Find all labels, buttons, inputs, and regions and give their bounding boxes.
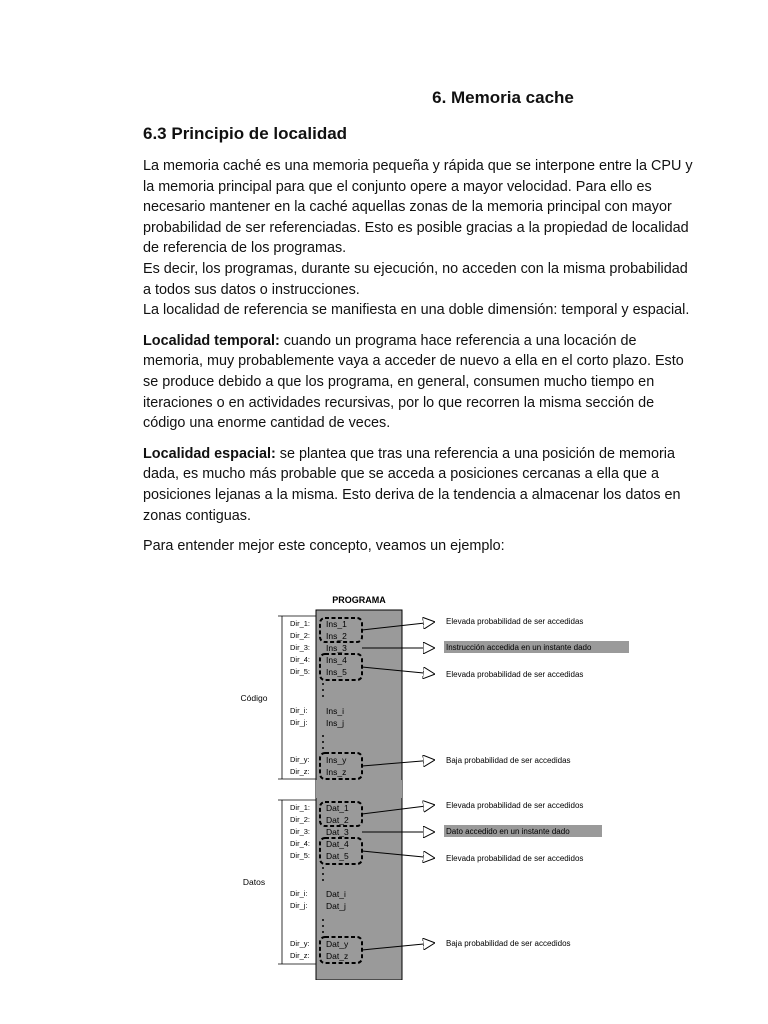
memory-cell: Ins_2	[326, 631, 347, 641]
chapter-title: 6. Memoria cache	[432, 88, 574, 107]
codigo-addresses	[290, 619, 310, 776]
callout-text: Elevada probabilidad de ser accedidas	[446, 670, 584, 679]
ellipsis-dot	[322, 873, 324, 875]
datos-label: Datos	[242, 877, 266, 887]
address-label: Dir_3:	[290, 827, 311, 836]
espacial-line: dada, es mucho más probable que se acceda a posiciones cercanas a ella que a	[143, 466, 659, 483]
address-label: Dir_4:	[290, 839, 311, 848]
memory-cell: Ins_j	[326, 718, 344, 728]
address-label: Dir_j:	[290, 718, 308, 727]
ellipsis-dot	[322, 735, 324, 737]
callout-text: Dato accedido en un instante dado	[446, 827, 570, 836]
address-label: Dir_z:	[290, 767, 310, 776]
espacial-line	[143, 444, 723, 465]
address-label: Dir_y:	[290, 755, 310, 764]
espacial-paragraph	[143, 444, 723, 526]
memory-cell: Dat_z	[326, 951, 349, 961]
document-page	[143, 88, 723, 567]
section-gap	[316, 780, 402, 798]
datos-callouts	[446, 801, 583, 948]
address-label: Dir_i:	[290, 706, 308, 715]
memory-cell: Ins_5	[326, 667, 347, 677]
temporal-line: memoria, muy probablemente vaya a acceder de nuevo a ella en el corto plazo. Esto	[143, 353, 684, 370]
example-intro: Para entender mejor este concepto, veamos un ejemplo:	[143, 538, 505, 555]
intro-line: a todos sus datos o instrucciones.	[143, 281, 360, 298]
intro-paragraph	[143, 156, 723, 321]
callout-text: Elevada probabilidad de ser accedidas	[446, 617, 584, 626]
intro-line: de referencia de los programas.	[143, 240, 347, 257]
ellipsis-dot	[322, 689, 324, 691]
memory-cell: Dat_y	[326, 939, 349, 949]
address-label: Dir_3:	[290, 643, 311, 652]
ellipsis-dot	[322, 683, 324, 685]
espacial-text: se plantea que tras una referencia a una posición de memoria	[275, 445, 675, 462]
intro-line: necesario mantener en la caché aquellas zonas de la memoria principal con mayor	[143, 199, 672, 216]
memory-cell: Ins_z	[326, 767, 347, 777]
memory-cell: Ins_i	[326, 706, 344, 716]
memory-cell: Dat_2	[326, 815, 349, 825]
memory-cell: Ins_y	[326, 755, 347, 765]
temporal-line: se produce debido a que los programa, en general, consumen mucho tiempo en	[143, 373, 655, 390]
espacial-line: zonas contiguas.	[143, 507, 252, 524]
callout-text: Elevada probabilidad de ser accedidos	[446, 854, 584, 863]
ellipsis-dot	[322, 925, 324, 927]
address-label: Dir_y:	[290, 939, 310, 948]
memory-cell: Dat_5	[326, 851, 349, 861]
callout-text: Elevada probabilidad de ser accedidos	[446, 801, 584, 810]
temporal-paragraph	[143, 331, 723, 434]
temporal-line	[143, 331, 723, 352]
address-label: Dir_1:	[290, 619, 311, 628]
address-label: Dir_4:	[290, 655, 311, 664]
memory-cell: Dat_3	[326, 827, 349, 837]
address-label: Dir_j:	[290, 901, 308, 910]
intro-line: la memoria principal para que el conjunto opere a mayor velocidad. Para ello es	[143, 178, 652, 195]
intro-line: Es decir, los programas, durante su ejecución, no acceden con la misma probabilidad	[143, 260, 688, 277]
temporal-line: código una enorme cantidad de veces.	[143, 415, 391, 432]
ellipsis-dot	[322, 741, 324, 743]
address-label: Dir_i:	[290, 889, 308, 898]
callout-text: Baja probabilidad de ser accedidos	[446, 939, 571, 948]
memory-cell: Ins_1	[326, 619, 347, 629]
intro-line: La memoria caché es una memoria pequeña y rápida que se interpone entre la CPU y	[143, 158, 693, 174]
address-label: Dir_2:	[290, 815, 311, 824]
memory-cell: Ins_3	[326, 643, 347, 653]
memory-cell: Dat_j	[326, 901, 346, 911]
ellipsis-dot	[322, 931, 324, 933]
section-title: 6.3 Principio de localidad	[143, 124, 348, 143]
ellipsis-dot	[322, 879, 324, 881]
callout-text: Instrucción accedida en un instante dado	[446, 643, 592, 652]
program-header: PROGRAMA	[332, 595, 386, 605]
memory-cell: Dat_4	[326, 839, 349, 849]
codigo-callouts	[446, 617, 592, 765]
address-label: Dir_5:	[290, 667, 311, 676]
memory-cell: Dat_1	[326, 803, 349, 813]
datos-addresses	[290, 803, 310, 960]
temporal-line: iteraciones o en actividades recursivas, por lo que recorren la misma sección de	[143, 394, 655, 411]
espacial-line: posiciones lejanas a la misma. Esto deriva de la tendencia a almacenar los datos en	[143, 486, 681, 503]
address-label: Dir_z:	[290, 951, 310, 960]
memory-cell: Ins_4	[326, 655, 347, 665]
intro-line: probabilidad de ser referenciadas. Esto es posible gracias a la propiedad de localidad	[143, 219, 689, 236]
temporal-term: Localidad temporal:	[143, 332, 280, 349]
address-label: Dir_5:	[290, 851, 311, 860]
espacial-term: Localidad espacial:	[143, 445, 276, 462]
ellipsis-dot	[322, 747, 324, 749]
codigo-label: Código	[240, 693, 268, 703]
callout-text: Baja probabilidad de ser accedidas	[446, 756, 571, 765]
ellipsis-dot	[322, 919, 324, 921]
temporal-text: cuando un programa hace referencia a una locación de	[279, 332, 637, 349]
ellipsis-dot	[322, 867, 324, 869]
ellipsis-dot	[322, 695, 324, 697]
address-label: Dir_1:	[290, 803, 311, 812]
address-label: Dir_2:	[290, 631, 311, 640]
memory-cell: Dat_i	[326, 889, 346, 899]
intro-line: La localidad de referencia se manifiesta en una doble dimensión: temporal y espacial.	[143, 302, 690, 319]
locality-diagram	[222, 590, 642, 980]
